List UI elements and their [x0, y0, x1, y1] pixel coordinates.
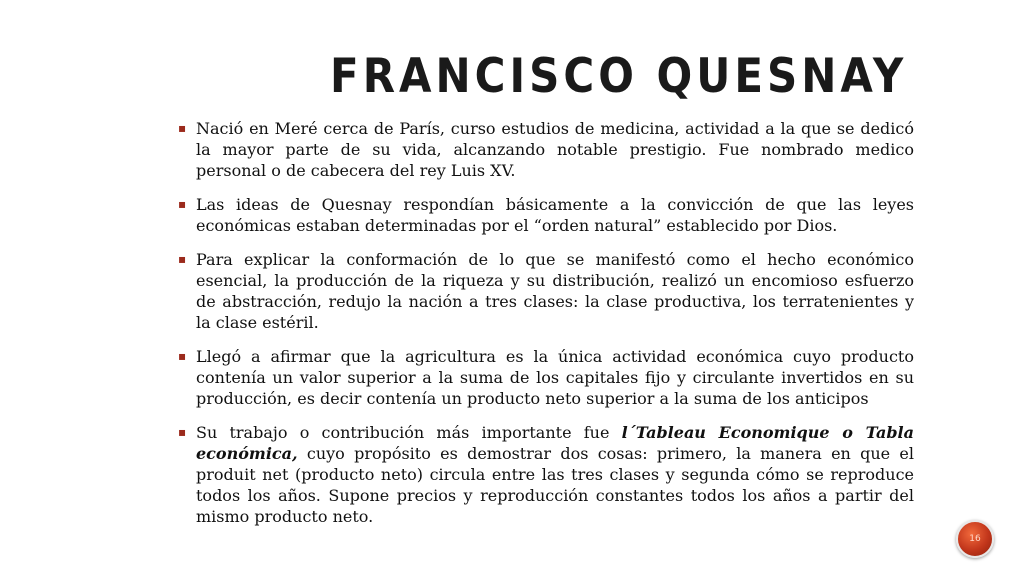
bullet-item [178, 422, 914, 527]
bullet-square-icon: ▪ [178, 425, 187, 439]
bullet-item [178, 346, 914, 409]
bullet-text: Nació en Meré cerca de París, curso estudios de medicina, actividad a la que se dedicó la mayor parte de su vida, alcanzando notable prestigio. Fue nombrado medico personal o de cabecera del rey Luis XV. [196, 119, 914, 180]
bullet-text-emphasis: l´Tableau Economique o Tabla económica, [196, 423, 915, 463]
slide-number: 16 [969, 534, 981, 544]
bullet-square-icon: ▪ [178, 197, 187, 211]
bullet-text: Las ideas de Quesnay respondían básicamente a la convicción de que las leyes económicas estaban determinadas por el “orden natural” establecido por Dios. [196, 195, 914, 235]
bullet-item [178, 194, 914, 236]
bullet-item [178, 249, 914, 333]
slide-number-badge [956, 520, 994, 558]
slide-title: FRANCISCO QUESNAY [330, 48, 908, 104]
bullet-square-icon: ▪ [178, 121, 187, 135]
bullet-square-icon: ▪ [178, 349, 187, 363]
bullet-item [178, 118, 914, 181]
bullet-text: Llegó a afirmar que la agricultura es la única actividad económica cuyo producto contenía un valor superior a la suma de los capitales fijo y circulante invertidos en su producción, es decir contenía un producto neto superior a la suma de los anticipos [196, 347, 914, 408]
bullet-list [178, 118, 914, 540]
bullet-square-icon: ▪ [178, 252, 187, 266]
bullet-text-post: cuyo propósito es demostrar dos cosas: primero, la manera en que el produit net (producto neto) circula entre las tres clases y segunda cómo se reproduce todos los años. Supone precios y reproducción constantes todos los años a partir del mismo producto neto. [196, 444, 914, 526]
bullet-text: Para explicar la conformación de lo que se manifestó como el hecho económico esencial, la producción de la riqueza y su distribución, realizó un encomioso esfuerzo de abstracción, redujo la nación a tres clases: la clase productiva, los terratenientes y la clase estéril. [196, 250, 914, 332]
bullet-text-pre: Su trabajo o contribución más importante fue [196, 423, 622, 442]
